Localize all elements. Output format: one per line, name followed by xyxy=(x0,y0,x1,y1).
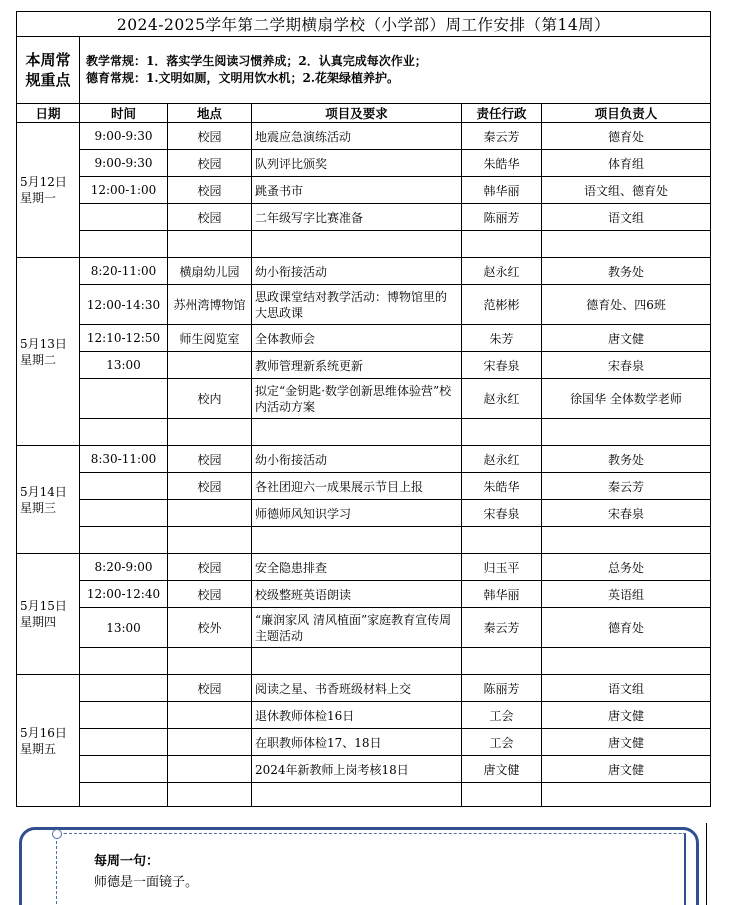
owner-cell: 教务处 xyxy=(542,446,711,473)
admin-cell: 归玉平 xyxy=(462,554,542,581)
owner-cell: 语文组、德育处 xyxy=(542,177,711,204)
table-row xyxy=(17,285,711,325)
owner-cell: 总务处 xyxy=(542,554,711,581)
owner-cell: 德育处、四6班 xyxy=(542,285,711,325)
item-cell: 二年级写字比赛准备 xyxy=(252,204,462,231)
time-cell: 12:10-12:50 xyxy=(80,325,168,352)
admin-cell: 朱皓华 xyxy=(462,473,542,500)
time-cell xyxy=(80,231,168,258)
time-cell xyxy=(80,702,168,729)
place-cell xyxy=(168,500,252,527)
weekly-focus-text xyxy=(80,37,711,104)
table-row xyxy=(17,325,711,352)
place-cell: 校园 xyxy=(168,581,252,608)
time-cell: 8:30-11:00 xyxy=(80,446,168,473)
admin-cell xyxy=(462,527,542,554)
owner-cell: 宋春泉 xyxy=(542,500,711,527)
place-cell: 校园 xyxy=(168,177,252,204)
place-cell: 横扇幼儿园 xyxy=(168,258,252,285)
item-cell xyxy=(252,648,462,675)
place-cell: 校园 xyxy=(168,204,252,231)
admin-cell: 赵永红 xyxy=(462,258,542,285)
table-row xyxy=(17,150,711,177)
page-title: 2024-2025学年第二学期横扇学校（小学部）周工作安排（第14周） xyxy=(17,12,711,37)
header-owner: 项目负责人 xyxy=(542,104,711,123)
table-row xyxy=(17,554,711,581)
item-cell: 在职教师体检17、18日 xyxy=(252,729,462,756)
quote-corner-dot xyxy=(52,829,62,839)
admin-cell xyxy=(462,419,542,446)
table-row xyxy=(17,756,711,783)
time-cell: 8:20-9:00 xyxy=(80,554,168,581)
weekly-schedule-table xyxy=(16,11,711,807)
place-cell: 校园 xyxy=(168,446,252,473)
day-label-cell: 5月15日 星期四 xyxy=(17,554,80,675)
item-cell: 跳蚤书市 xyxy=(252,177,462,204)
item-cell: 师德师风知识学习 xyxy=(252,500,462,527)
place-cell: 校园 xyxy=(168,150,252,177)
quote-title: 每周一句： xyxy=(94,854,160,869)
owner-cell: 英语组 xyxy=(542,581,711,608)
admin-cell: 唐文健 xyxy=(462,756,542,783)
owner-cell: 德育处 xyxy=(542,608,711,648)
item-cell: 全体教师会 xyxy=(252,325,462,352)
table-row xyxy=(17,473,711,500)
moral-routine-line: 德育常规：1.文明如厕，文明用饮水机；2.花架绿植养护。 xyxy=(86,71,400,85)
place-cell xyxy=(168,729,252,756)
table-row xyxy=(17,258,711,285)
header-place: 地点 xyxy=(168,104,252,123)
time-cell xyxy=(80,783,168,807)
item-cell xyxy=(252,527,462,554)
header-item: 项目及要求 xyxy=(252,104,462,123)
owner-cell: 教务处 xyxy=(542,258,711,285)
owner-cell: 德育处 xyxy=(542,123,711,150)
place-cell xyxy=(168,352,252,379)
table-row xyxy=(17,379,711,419)
header-time: 时间 xyxy=(80,104,168,123)
table-row xyxy=(17,527,711,554)
owner-cell xyxy=(542,783,711,807)
owner-cell xyxy=(542,231,711,258)
item-cell: 各社团迎六一成果展示节目上报 xyxy=(252,473,462,500)
admin-cell: 范彬彬 xyxy=(462,285,542,325)
admin-cell: 韩华丽 xyxy=(462,177,542,204)
item-cell: 拟定“金钥匙·数学创新思维体验营”校内活动方案 xyxy=(252,379,462,419)
time-cell: 12:00-12:40 xyxy=(80,581,168,608)
admin-cell: 陈丽芳 xyxy=(462,675,542,702)
header-date: 日期 xyxy=(17,104,80,123)
place-cell xyxy=(168,756,252,783)
header-row xyxy=(17,104,711,123)
time-cell xyxy=(80,756,168,783)
time-cell xyxy=(80,527,168,554)
item-cell: 队列评比颁奖 xyxy=(252,150,462,177)
owner-cell xyxy=(542,527,711,554)
day-label-cell: 5月13日 星期二 xyxy=(17,258,80,446)
place-cell: 校园 xyxy=(168,123,252,150)
place-cell xyxy=(168,648,252,675)
item-cell xyxy=(252,783,462,807)
admin-cell: 陈丽芳 xyxy=(462,204,542,231)
item-cell xyxy=(252,231,462,258)
owner-cell xyxy=(542,648,711,675)
owner-cell: 秦云芳 xyxy=(542,473,711,500)
owner-cell: 语文组 xyxy=(542,675,711,702)
place-cell: 校园 xyxy=(168,554,252,581)
day-label-cell: 5月16日 星期五 xyxy=(17,675,80,807)
table-row xyxy=(17,446,711,473)
item-cell: 幼小衔接活动 xyxy=(252,446,462,473)
admin-cell: 宋春泉 xyxy=(462,352,542,379)
place-cell xyxy=(168,783,252,807)
table-row xyxy=(17,500,711,527)
place-cell: 校园 xyxy=(168,675,252,702)
sheet-right-border xyxy=(706,823,707,905)
time-cell xyxy=(80,204,168,231)
time-cell: 12:00-1:00 xyxy=(80,177,168,204)
table-row xyxy=(17,783,711,807)
place-cell: 校园 xyxy=(168,473,252,500)
owner-cell: 徐国华 全体数学老师 xyxy=(542,379,711,419)
day-label-cell: 5月14日 星期三 xyxy=(17,446,80,554)
item-cell: 思政课堂结对教学活动：博物馆里的大思政课 xyxy=(252,285,462,325)
owner-cell: 唐文健 xyxy=(542,702,711,729)
admin-cell: 工会 xyxy=(462,729,542,756)
time-cell: 9:00-9:30 xyxy=(80,123,168,150)
owner-cell: 体育组 xyxy=(542,150,711,177)
time-cell xyxy=(80,675,168,702)
admin-cell xyxy=(462,783,542,807)
table-row xyxy=(17,675,711,702)
owner-cell: 语文组 xyxy=(542,204,711,231)
admin-cell: 宋春泉 xyxy=(462,500,542,527)
place-cell: 师生阅览室 xyxy=(168,325,252,352)
item-cell: “廉润家风 清风植面”家庭教育宣传周主题活动 xyxy=(252,608,462,648)
teaching-routine-line: 教学常规：1．落实学生阅读习惯养成；2．认真完成每次作业； xyxy=(86,54,427,68)
time-cell: 13:00 xyxy=(80,608,168,648)
admin-cell: 赵永红 xyxy=(462,379,542,419)
weekly-quote-box xyxy=(16,823,710,905)
owner-cell: 宋春泉 xyxy=(542,352,711,379)
item-cell: 校级整班英语朗读 xyxy=(252,581,462,608)
place-cell: 校外 xyxy=(168,608,252,648)
table-row xyxy=(17,123,711,150)
admin-cell: 秦云芳 xyxy=(462,608,542,648)
table-row xyxy=(17,648,711,675)
item-cell: 地震应急演练活动 xyxy=(252,123,462,150)
table-row xyxy=(17,608,711,648)
admin-cell: 赵永红 xyxy=(462,446,542,473)
item-cell xyxy=(252,419,462,446)
place-cell xyxy=(168,231,252,258)
item-cell: 阅读之星、书香班级材料上交 xyxy=(252,675,462,702)
admin-cell: 秦云芳 xyxy=(462,123,542,150)
time-cell xyxy=(80,648,168,675)
table-row xyxy=(17,352,711,379)
place-cell xyxy=(168,702,252,729)
quote-text: 师德是一面镜子。 xyxy=(94,875,199,890)
time-cell: 8:20-11:00 xyxy=(80,258,168,285)
admin-cell: 韩华丽 xyxy=(462,581,542,608)
admin-cell xyxy=(462,231,542,258)
owner-cell: 唐文健 xyxy=(542,729,711,756)
time-cell xyxy=(80,473,168,500)
time-cell: 12:00-14:30 xyxy=(80,285,168,325)
item-cell: 2024年新教师上岗考核18日 xyxy=(252,756,462,783)
admin-cell: 工会 xyxy=(462,702,542,729)
table-row xyxy=(17,231,711,258)
table-row xyxy=(17,729,711,756)
admin-cell: 朱皓华 xyxy=(462,150,542,177)
place-cell xyxy=(168,419,252,446)
admin-cell xyxy=(462,648,542,675)
time-cell xyxy=(80,419,168,446)
owner-cell xyxy=(542,419,711,446)
quote-inner-frame xyxy=(56,833,686,905)
table-row xyxy=(17,177,711,204)
table-row xyxy=(17,204,711,231)
header-admin: 责任行政 xyxy=(462,104,542,123)
table-row xyxy=(17,419,711,446)
owner-cell: 唐文健 xyxy=(542,756,711,783)
item-cell: 幼小衔接活动 xyxy=(252,258,462,285)
time-cell: 13:00 xyxy=(80,352,168,379)
admin-cell: 朱芳 xyxy=(462,325,542,352)
table-row xyxy=(17,581,711,608)
place-cell xyxy=(168,527,252,554)
day-label-cell: 5月12日 星期一 xyxy=(17,123,80,258)
place-cell: 苏州湾博物馆 xyxy=(168,285,252,325)
place-cell: 校内 xyxy=(168,379,252,419)
time-cell xyxy=(80,500,168,527)
time-cell: 9:00-9:30 xyxy=(80,150,168,177)
table-row xyxy=(17,702,711,729)
item-cell: 教师管理新系统更新 xyxy=(252,352,462,379)
item-cell: 退休教师体检16日 xyxy=(252,702,462,729)
time-cell xyxy=(80,729,168,756)
weekly-focus-label: 本周常规重点 xyxy=(17,37,80,104)
owner-cell: 唐文健 xyxy=(542,325,711,352)
item-cell: 安全隐患排查 xyxy=(252,554,462,581)
time-cell xyxy=(80,379,168,419)
